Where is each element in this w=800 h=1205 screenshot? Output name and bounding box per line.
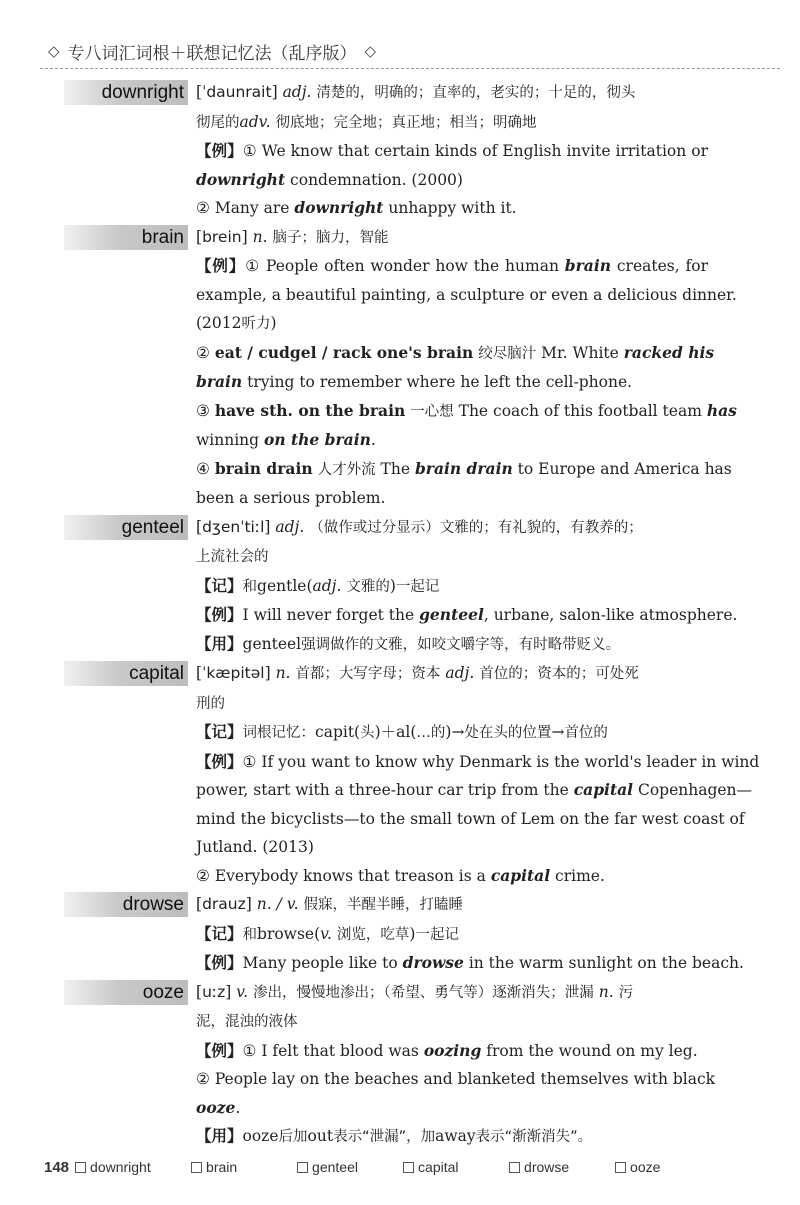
entry-line: (2012听力)	[196, 314, 277, 332]
entry-line: [dʒenˈtiːl] adj. （做作或过分显示）文雅的；有礼貌的，有教养的；	[196, 517, 643, 536]
entry-line: winning on the brain.	[196, 430, 376, 449]
entry-line: [ˈkæpitəl] n. 首都；大写字母；资本 adj. 首位的；资本的；可处死	[196, 664, 639, 682]
dictionary-entry	[0, 513, 800, 660]
entry-line: brain trying to remember where he left the cell-phone.	[196, 372, 633, 391]
entry-line: ② Everybody knows that treason is a capital crime.	[196, 865, 605, 885]
entry-body	[196, 659, 760, 890]
page-number: 148	[44, 1158, 70, 1176]
entry-line: ② Many are downright unhappy with it.	[196, 198, 517, 217]
entry-line: 上流社会的	[196, 549, 269, 565]
dictionary-entry	[0, 78, 800, 223]
headword-drowse: drowse	[64, 892, 188, 917]
dictionary-entry	[0, 223, 800, 513]
entry-line: downright condemnation. (2000)	[196, 169, 463, 189]
entry-line: been a serious problem.	[196, 489, 386, 507]
entry-body	[196, 78, 708, 223]
entry-line: [brein] n. 脑子；脑力，智能	[196, 227, 389, 246]
entry-line: 彻尾的adv. 彻底地；完全地；真正地；相当；明确地	[196, 112, 537, 131]
checkbox-icon	[191, 1162, 202, 1173]
headword-capital: capital	[64, 661, 188, 686]
entry-line: 【记】和gentle(adj. 文雅的)一起记	[196, 576, 440, 595]
entry-line: 【记】和browse(v. 浏览，吃草)一起记	[196, 924, 459, 943]
checkbox-icon	[75, 1162, 86, 1173]
page-footer	[44, 1156, 744, 1178]
entry-line: 【记】词根记忆：capit(头)＋al(…的)→处在头的位置→首位的	[196, 723, 608, 741]
headword-downright: downright	[64, 80, 188, 105]
footer-word-brain: brain	[191, 1159, 297, 1175]
headword-brain: brain	[64, 225, 188, 250]
entry-body	[196, 978, 716, 1152]
entry-line: ② People lay on the beaches and blanketed themselves with black	[196, 1070, 716, 1088]
checkbox-icon	[297, 1162, 308, 1173]
dictionary-entry	[0, 659, 800, 890]
checkbox-icon	[403, 1162, 414, 1173]
entry-line: 【例】① People often wonder how the human brain creates, for	[196, 256, 708, 275]
header-divider	[40, 68, 780, 69]
entry-line: Jutland. (2013)	[196, 838, 314, 856]
footer-word-capital: capital	[403, 1159, 509, 1175]
entry-line: [ˈdaunrait] adj. 清楚的，明确的；直率的，老实的；十足的，彻头	[196, 83, 636, 101]
entry-body	[196, 223, 737, 513]
footer-word-downright: downright	[75, 1159, 191, 1175]
checkbox-icon	[615, 1162, 626, 1173]
entry-line: ④ brain drain 人才外流 The brain drain to Europe and America has	[196, 458, 732, 478]
checkbox-icon	[509, 1162, 520, 1173]
entry-line: ooze.	[196, 1097, 241, 1117]
entry-body	[196, 513, 738, 660]
entry-line: 【用】ooze后加out表示“泄漏”，加away表示“渐渐消失”。	[196, 1127, 593, 1145]
entry-line: [uːz] v. 渗出，慢慢地渗出；（希望、勇气等）逐渐消失；泄漏 n. 污	[196, 982, 634, 1001]
entry-line: mind the bicyclists—to the small town of Lem on the far west coast of	[196, 809, 745, 828]
header-title: 专八词汇词根＋联想记忆法（乱序版）	[67, 43, 357, 64]
entry-line: ③ have sth. on the brain 一心想 The coach of this football team has	[196, 400, 737, 420]
dictionary-entry	[0, 890, 800, 978]
entry-line: 【例】Many people like to drowse in the warm sunlight on the beach.	[196, 953, 744, 972]
footer-word-drowse: drowse	[509, 1159, 615, 1175]
entry-line: 【例】① If you want to know why Denmark is the world's leader in wind	[196, 752, 760, 771]
footer-word-ooze: ooze	[615, 1159, 721, 1175]
entry-list	[0, 78, 800, 1152]
entry-line: ② eat / cudgel / rack one's brain 绞尽脑汁 Mr. White racked his	[196, 342, 715, 362]
entry-line: 泥，混浊的液体	[196, 1014, 298, 1030]
headword-genteel: genteel	[64, 515, 188, 540]
entry-line: 刑的	[196, 695, 225, 712]
page-header	[40, 36, 780, 66]
diamond-icon: ◇	[364, 42, 377, 60]
entry-line: example, a beautiful painting, a sculpture or even a delicious dinner.	[196, 285, 737, 304]
headword-ooze: ooze	[64, 980, 188, 1005]
entry-line: 【例】I will never forget the genteel, urbane, salon-like atmosphere.	[196, 605, 738, 624]
entry-line: 【例】① We know that certain kinds of English invite irritation or	[196, 142, 708, 160]
entry-line: 【用】genteel强调做作的文雅，如咬文嚼字等，有时略带贬义。	[196, 634, 621, 653]
entry-line: [drauz] n. / v. 假寐，半醒半睡，打瞌睡	[196, 895, 463, 913]
footer-word-genteel: genteel	[297, 1159, 403, 1175]
dictionary-entry	[0, 978, 800, 1152]
entry-body	[196, 890, 744, 978]
diamond-icon: ◇	[48, 42, 60, 60]
entry-line: 【例】① I felt that blood was oozing from the wound on my leg.	[196, 1040, 698, 1060]
entry-line: power, start with a three-hour car trip from the capital Copenhagen—	[196, 780, 753, 799]
